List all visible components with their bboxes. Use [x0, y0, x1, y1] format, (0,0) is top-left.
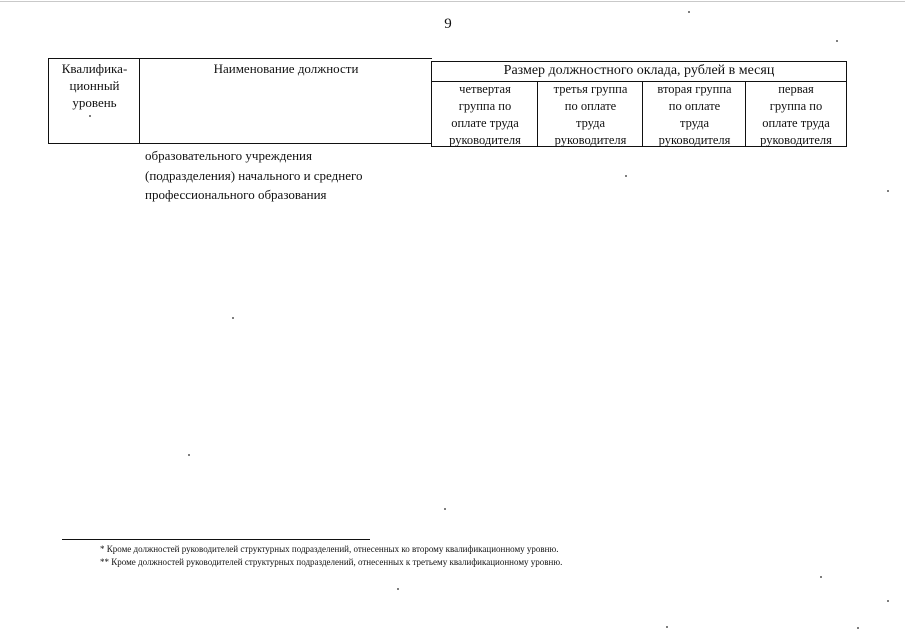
group-third-line-1: третья группа: [553, 82, 628, 96]
continuation-line-2: (подразделения) начального и среднего: [145, 167, 363, 183]
scan-speck: [188, 454, 190, 456]
header-position-name: [139, 58, 432, 144]
scan-speck: [89, 115, 91, 117]
footnote-2: ** Кроме должностей руководителей структурных подразделений, отнесенных к третьему квалификационному уровню.: [100, 557, 563, 567]
scan-speck: [887, 600, 889, 602]
header-qualification-line-3: уровень: [72, 95, 117, 110]
group-fourth-line-3: оплате труда: [451, 116, 519, 130]
group-third-line-4: руководителя: [554, 133, 627, 147]
group-third-line-3: труда: [575, 116, 606, 130]
scan-speck: [625, 175, 627, 177]
position-name-continuation: [145, 146, 425, 205]
scan-speck: [666, 626, 668, 628]
group-second-line-2: по оплате: [668, 99, 721, 113]
header-qualification-level: [48, 58, 140, 144]
scan-speck: [444, 508, 446, 510]
header-position-name-text: Наименование должности: [213, 61, 359, 76]
scan-speck: [820, 576, 822, 578]
group-first-line-2: группа по: [769, 99, 823, 113]
group-fourth-line-2: группа по: [458, 99, 512, 113]
group-second-line-1: вторая группа: [657, 82, 732, 96]
header-group-second: [642, 81, 746, 147]
header-salary-size-text: Размер должностного оклада, рублей в месяц: [503, 63, 775, 78]
scan-speck: [857, 627, 859, 629]
header-qualification-line-2: ционный: [69, 78, 120, 93]
scan-speck: [887, 190, 889, 192]
group-first-line-1: первая: [778, 82, 814, 96]
scan-speck: [397, 588, 399, 590]
group-fourth-line-4: руководителя: [449, 133, 521, 147]
continuation-line-3: профессионального образования: [145, 187, 327, 202]
footnote-1: * Кроме должностей руководителей структурных подразделений, отнесенных ко второму квалификационному уровню.: [100, 544, 559, 554]
header-group-fourth: [431, 81, 538, 147]
group-first-line-4: руководителя: [760, 133, 832, 147]
page-number: 9: [444, 16, 452, 32]
header-salary-size: [431, 61, 847, 82]
scan-top-edge: [0, 1, 905, 2]
header-qualification-line-1: Квалифика-: [61, 61, 128, 76]
group-first-line-3: оплате труда: [762, 116, 830, 130]
group-third-line-2: по оплате: [564, 99, 617, 113]
scan-speck: [232, 317, 234, 319]
footnote-separator: [62, 539, 370, 540]
group-second-line-3: труда: [679, 116, 710, 130]
group-fourth-line-1: четвертая: [459, 82, 511, 96]
scan-speck: [688, 11, 690, 13]
scan-speck: [836, 40, 838, 42]
header-group-first: [745, 81, 847, 147]
continuation-line-1: образовательного учреждения: [145, 148, 312, 163]
group-second-line-4: руководителя: [658, 133, 731, 147]
header-group-third: [537, 81, 643, 147]
